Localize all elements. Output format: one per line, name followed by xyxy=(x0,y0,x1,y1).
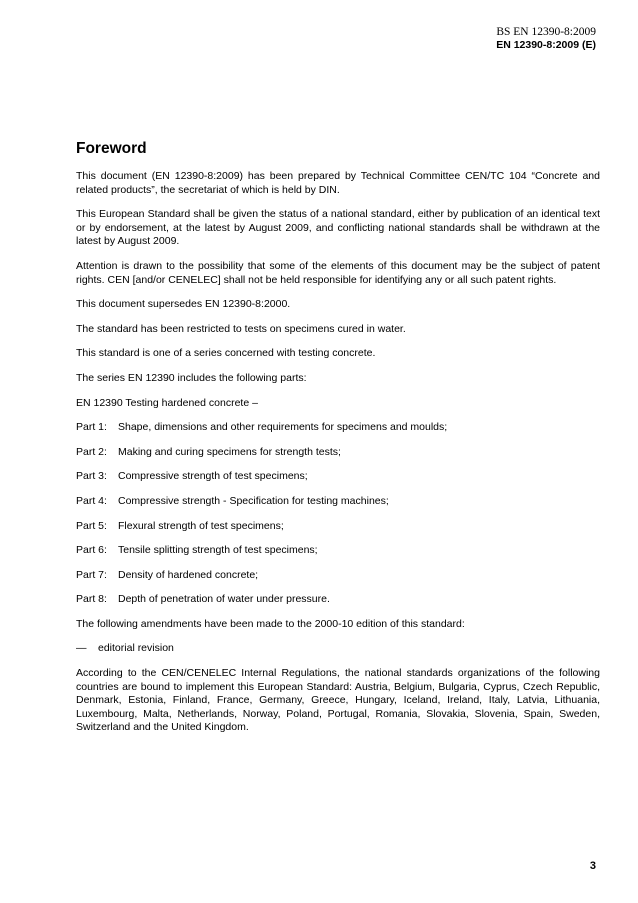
part-label: Part 7: xyxy=(76,568,107,581)
paragraph-regulations: According to the CEN/CENELEC Internal Regulations, the national standards organizations of the following countries are bound to implement this European Standard: Austria, Belgium, Bulgaria, Cyprus, Czech Republic, Denmark, Estonia, Finland, France, Germany, Greece, Hungary, Iceland, Ireland, Italy, Latvia, Lithuania, Luxembourg, Malta, Netherlands, Norway, Poland, Portugal, Romania, Slovakia, Slovenia, Spain, Sweden, Switzerland and the United Kingdom. xyxy=(76,667,600,734)
part-text: Making and curing specimens for strength tests; xyxy=(118,445,341,458)
paragraph-restricted: The standard has been restricted to tests on specimens cured in water. xyxy=(76,322,406,335)
part-text: Flexural strength of test specimens; xyxy=(118,519,284,532)
part-item xyxy=(76,569,600,583)
part-label: Part 5: xyxy=(76,519,107,532)
part-label: Part 1: xyxy=(76,421,107,434)
part-text: Compressive strength - Specification for testing machines; xyxy=(118,494,389,507)
paragraph-parts-intro: The series EN 12390 includes the following parts: xyxy=(76,371,307,384)
paragraph-supersedes: This document supersedes EN 12390-8:2000. xyxy=(76,298,291,311)
part-label: Part 4: xyxy=(76,494,107,507)
paragraph-series: This standard is one of a series concerned with testing concrete. xyxy=(76,347,376,360)
paragraph-amendments-intro: The following amendments have been made to the 2000-10 edition of this standard: xyxy=(76,617,465,630)
part-item xyxy=(76,446,600,460)
part-item xyxy=(76,421,600,435)
part-label: Part 2: xyxy=(76,445,107,458)
paragraph-series-title: EN 12390 Testing hardened concrete – xyxy=(76,396,258,409)
part-item xyxy=(76,544,600,558)
part-text: Compressive strength of test specimens; xyxy=(118,470,308,483)
part-item xyxy=(76,495,600,509)
amendment-item xyxy=(76,642,600,656)
part-item xyxy=(76,520,600,534)
paragraph-patent: Attention is drawn to the possibility that some of the elements of this document may be the subject of patent rights. CEN [and/or CENELEC] shall not be held responsible for identifying any or all such patent rights. xyxy=(76,259,600,286)
header-en-id: EN 12390-8:2009 (E) xyxy=(496,39,596,51)
paragraph-status: This European Standard shall be given the status of a national standard, either by publication of an identical text or by endorsement, at the latest by August 2009, and conflicting national standards shall be withdrawn at the latest by August 2009. xyxy=(76,208,600,248)
part-text: Density of hardened concrete; xyxy=(118,568,259,581)
part-item xyxy=(76,593,600,607)
part-text: Depth of penetration of water under pressure. xyxy=(118,593,330,606)
amendment-text: editorial revision xyxy=(98,642,174,655)
part-label: Part 3: xyxy=(76,470,107,483)
part-item xyxy=(76,470,600,484)
part-text: Shape, dimensions and other requirements for specimens and moulds; xyxy=(118,421,448,434)
page-title: Foreword xyxy=(76,140,147,157)
foreword-content xyxy=(76,140,600,746)
paragraph-prepared-by: This document (EN 12390-8:2009) has been prepared by Technical Committee CEN/TC 104 “Concrete and related products”, the secretariat of which is held by DIN. xyxy=(76,170,600,196)
header-standard-id: BS EN 12390-8:2009 xyxy=(496,26,596,38)
part-text: Tensile splitting strength of test specimens; xyxy=(118,544,318,557)
part-label: Part 8: xyxy=(76,593,107,606)
part-label: Part 6: xyxy=(76,544,107,557)
page-number: 3 xyxy=(589,860,596,872)
dash-bullet: — xyxy=(76,642,87,655)
